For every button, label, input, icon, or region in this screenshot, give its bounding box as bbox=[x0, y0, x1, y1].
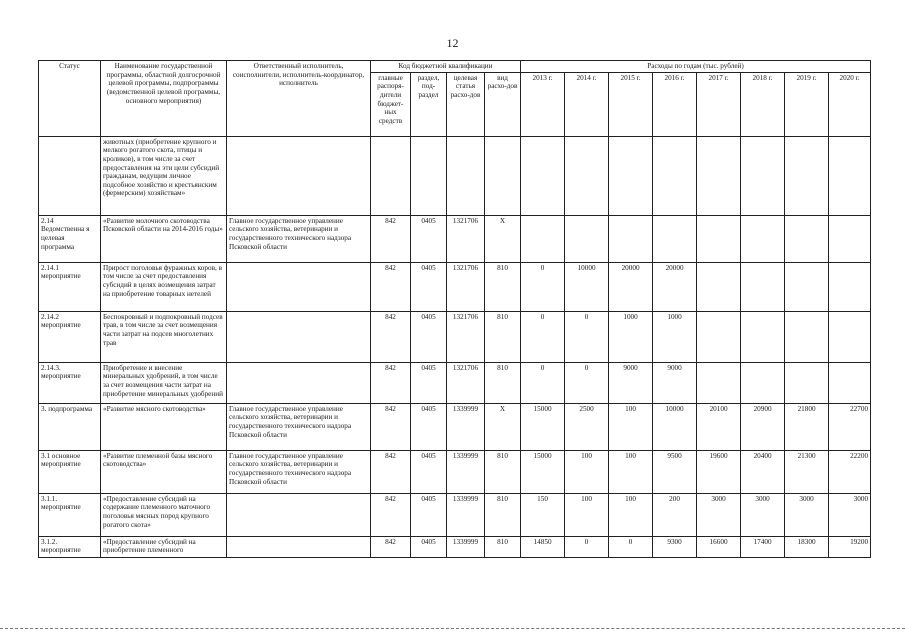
value-cell bbox=[565, 215, 609, 262]
value-cell: 22700 bbox=[829, 403, 871, 450]
value-cell: 1000 bbox=[653, 311, 697, 362]
page-bottom-rule bbox=[0, 628, 905, 629]
value-cell bbox=[785, 262, 829, 311]
name-cell: Приобретение и внесение минеральных удобрений, в том числе за счет возмещения части затрат на приобретение минеральных удобрений bbox=[101, 362, 227, 403]
status-cell bbox=[39, 136, 101, 215]
value-cell bbox=[741, 136, 785, 215]
grbs-cell: 842 bbox=[371, 403, 411, 450]
value-cell: 2500 bbox=[565, 403, 609, 450]
value-cell bbox=[829, 215, 871, 262]
kind-cell: 810 bbox=[485, 262, 521, 311]
name-cell: «Развитие племенной базы мясного скотоводства» bbox=[101, 450, 227, 493]
header-article: целевая статья расхо-дов bbox=[447, 72, 485, 136]
page-number: 12 bbox=[446, 36, 459, 50]
executor-cell bbox=[227, 536, 371, 557]
grbs-cell: 842 bbox=[371, 450, 411, 493]
section-cell: 0405 bbox=[411, 450, 447, 493]
header-expenses: Расходы по годам (тыс. рублей) bbox=[521, 61, 871, 73]
value-cell bbox=[653, 215, 697, 262]
table-row bbox=[39, 215, 871, 262]
value-cell bbox=[741, 362, 785, 403]
name-cell: «Развитие молочного скотоводства Псковской области на 2014-2016 годы» bbox=[101, 215, 227, 262]
grbs-cell: 842 bbox=[371, 311, 411, 362]
executor-cell bbox=[227, 493, 371, 536]
executor-cell: Главное государственное управление сельского хозяйства, ветеринарии и государственного технического надзора Псковской области bbox=[227, 450, 371, 493]
grbs-cell: 842 bbox=[371, 262, 411, 311]
value-cell: 20000 bbox=[609, 262, 653, 311]
section-cell bbox=[411, 136, 447, 215]
name-cell: «Предоставление субсидий на приобретение племенного bbox=[101, 536, 227, 557]
article-cell: 1339999 bbox=[447, 450, 485, 493]
article-cell bbox=[447, 136, 485, 215]
value-cell: 22200 bbox=[829, 450, 871, 493]
value-cell: 16600 bbox=[697, 536, 741, 557]
executor-cell: Главное государственное управление сельского хозяйства, ветеринарии и государственного технического надзора Псковской области bbox=[227, 215, 371, 262]
status-cell: 2.14 Ведомственна я целевая программа bbox=[39, 215, 101, 262]
value-cell bbox=[741, 311, 785, 362]
kind-cell: 810 bbox=[485, 450, 521, 493]
value-cell: 0 bbox=[609, 536, 653, 557]
executor-cell: Главное государственное управление сельского хозяйства, ветеринарии и государственного технического надзора Псковской области bbox=[227, 403, 371, 450]
value-cell: 100 bbox=[565, 450, 609, 493]
value-cell: 150 bbox=[521, 493, 565, 536]
header-kind: вид расхо-дов bbox=[485, 72, 521, 136]
name-cell: животных (приобретение крупного и мелкого рогатого скота, птицы и кроликов), в том числе за счет предоставления на эти цели субсидий гражданам, ведущим личное подсобное хозяйство и крестьянским (фермерским) хозяйствам» bbox=[101, 136, 227, 215]
value-cell bbox=[829, 262, 871, 311]
kind-cell: 810 bbox=[485, 311, 521, 362]
article-cell: 1321706 bbox=[447, 262, 485, 311]
name-cell: Прирост поголовья фуражных коров, в том числе за счет предоставления субсидий в целях возмещения затрат на приобретение товарных нетелей bbox=[101, 262, 227, 311]
section-cell: 0405 bbox=[411, 262, 447, 311]
value-cell bbox=[829, 362, 871, 403]
status-cell: 3.1.1. мероприятие bbox=[39, 493, 101, 536]
value-cell bbox=[521, 136, 565, 215]
value-cell: 0 bbox=[565, 311, 609, 362]
value-cell bbox=[785, 311, 829, 362]
section-cell: 0405 bbox=[411, 311, 447, 362]
name-cell: «Развитие мясного скотоводства» bbox=[101, 403, 227, 450]
article-cell: 1339999 bbox=[447, 536, 485, 557]
value-cell bbox=[785, 362, 829, 403]
value-cell bbox=[697, 311, 741, 362]
value-cell bbox=[565, 136, 609, 215]
value-cell: 19600 bbox=[697, 450, 741, 493]
article-cell: 1321706 bbox=[447, 362, 485, 403]
value-cell bbox=[653, 136, 697, 215]
kind-cell: 810 bbox=[485, 493, 521, 536]
value-cell: 0 bbox=[521, 362, 565, 403]
value-cell: 100 bbox=[565, 493, 609, 536]
kind-cell: 810 bbox=[485, 362, 521, 403]
kind-cell: Х bbox=[485, 403, 521, 450]
status-cell: 3.1.2. мероприятие bbox=[39, 536, 101, 557]
header-name: Наименование государственной программы, областной долгосрочной целевой программы, подпрограммы (ведомственной целевой программы, основного мероприятия) bbox=[101, 61, 227, 137]
value-cell bbox=[829, 311, 871, 362]
status-cell: 3.1 основное мероприятие bbox=[39, 450, 101, 493]
table-row bbox=[39, 311, 871, 362]
section-cell: 0405 bbox=[411, 215, 447, 262]
value-cell bbox=[697, 136, 741, 215]
value-cell bbox=[609, 136, 653, 215]
table-row bbox=[39, 450, 871, 493]
header-budget-code: Код бюджетной квалификации bbox=[371, 61, 521, 73]
header-year: 2020 г. bbox=[829, 72, 871, 136]
kind-cell bbox=[485, 136, 521, 215]
kind-cell: Х bbox=[485, 215, 521, 262]
header-grbs: главные распоря-дители бюджет-ных средств bbox=[371, 72, 411, 136]
value-cell: 200 bbox=[653, 493, 697, 536]
executor-cell bbox=[227, 136, 371, 215]
section-cell: 0405 bbox=[411, 536, 447, 557]
table-row bbox=[39, 493, 871, 536]
value-cell: 9000 bbox=[653, 362, 697, 403]
value-cell: 0 bbox=[521, 262, 565, 311]
value-cell: 20400 bbox=[741, 450, 785, 493]
value-cell: 20900 bbox=[741, 403, 785, 450]
value-cell bbox=[521, 215, 565, 262]
value-cell: 100 bbox=[609, 403, 653, 450]
executor-cell bbox=[227, 362, 371, 403]
section-cell: 0405 bbox=[411, 493, 447, 536]
article-cell: 1339999 bbox=[447, 493, 485, 536]
value-cell bbox=[829, 136, 871, 215]
value-cell: 100 bbox=[609, 493, 653, 536]
value-cell: 100 bbox=[609, 450, 653, 493]
header-year: 2017 г. bbox=[697, 72, 741, 136]
header-status: Статус bbox=[39, 61, 101, 137]
name-cell: «Предоставление субсидий на содержание племенного маточного поголовья мясных пород крупного рогатого скота» bbox=[101, 493, 227, 536]
section-cell: 0405 bbox=[411, 403, 447, 450]
header-year: 2015 г. bbox=[609, 72, 653, 136]
article-cell: 1321706 bbox=[447, 311, 485, 362]
table-row bbox=[39, 362, 871, 403]
value-cell: 9000 bbox=[609, 362, 653, 403]
value-cell: 1000 bbox=[609, 311, 653, 362]
value-cell: 3000 bbox=[741, 493, 785, 536]
value-cell: 18300 bbox=[785, 536, 829, 557]
header-executor: Ответственный исполнитель, соисполнители, исполнитель-координатор, исполнитель bbox=[227, 61, 371, 137]
grbs-cell: 842 bbox=[371, 362, 411, 403]
value-cell: 21800 bbox=[785, 403, 829, 450]
value-cell: 0 bbox=[565, 362, 609, 403]
status-cell: 2.14.2 мероприятие bbox=[39, 311, 101, 362]
value-cell: 10000 bbox=[653, 403, 697, 450]
grbs-cell: 842 bbox=[371, 536, 411, 557]
value-cell: 14850 bbox=[521, 536, 565, 557]
header-year: 2018 г. bbox=[741, 72, 785, 136]
value-cell: 9500 bbox=[653, 450, 697, 493]
value-cell bbox=[697, 262, 741, 311]
value-cell: 0 bbox=[565, 536, 609, 557]
header-year: 2019 г. bbox=[785, 72, 829, 136]
grbs-cell bbox=[371, 136, 411, 215]
value-cell: 9300 bbox=[653, 536, 697, 557]
value-cell: 19200 bbox=[829, 536, 871, 557]
article-cell: 1339999 bbox=[447, 403, 485, 450]
value-cell: 15000 bbox=[521, 403, 565, 450]
article-cell: 1321706 bbox=[447, 215, 485, 262]
value-cell: 15000 bbox=[521, 450, 565, 493]
executor-cell bbox=[227, 262, 371, 311]
executor-cell bbox=[227, 311, 371, 362]
value-cell: 21300 bbox=[785, 450, 829, 493]
name-cell: Беспокровный и подпокровный подсев трав, в том числе за счет возмещения части затрат на подсев многолетних трав bbox=[101, 311, 227, 362]
value-cell: 3000 bbox=[785, 493, 829, 536]
grbs-cell: 842 bbox=[371, 215, 411, 262]
status-cell: 2.14.1 мероприятие bbox=[39, 262, 101, 311]
table-row bbox=[39, 262, 871, 311]
value-cell bbox=[697, 362, 741, 403]
value-cell bbox=[785, 136, 829, 215]
header-year: 2014 г. bbox=[565, 72, 609, 136]
value-cell bbox=[741, 215, 785, 262]
value-cell: 17400 bbox=[741, 536, 785, 557]
header-year: 2016 г. bbox=[653, 72, 697, 136]
header-year: 2013 г. bbox=[521, 72, 565, 136]
value-cell: 3000 bbox=[697, 493, 741, 536]
grbs-cell: 842 bbox=[371, 493, 411, 536]
status-cell: 3. подпрограмма bbox=[39, 403, 101, 450]
header-section: раздел, под-раздел bbox=[411, 72, 447, 136]
value-cell: 3000 bbox=[829, 493, 871, 536]
value-cell: 10000 bbox=[565, 262, 609, 311]
table-row bbox=[39, 136, 871, 215]
value-cell bbox=[609, 215, 653, 262]
value-cell: 20100 bbox=[697, 403, 741, 450]
section-cell: 0405 bbox=[411, 362, 447, 403]
value-cell: 20000 bbox=[653, 262, 697, 311]
kind-cell: 810 bbox=[485, 536, 521, 557]
value-cell: 0 bbox=[521, 311, 565, 362]
status-cell: 2.14.3. мероприятие bbox=[39, 362, 101, 403]
table-row bbox=[39, 403, 871, 450]
value-cell bbox=[785, 215, 829, 262]
value-cell bbox=[697, 215, 741, 262]
table-row bbox=[39, 536, 871, 557]
value-cell bbox=[741, 262, 785, 311]
budget-table bbox=[38, 60, 871, 558]
